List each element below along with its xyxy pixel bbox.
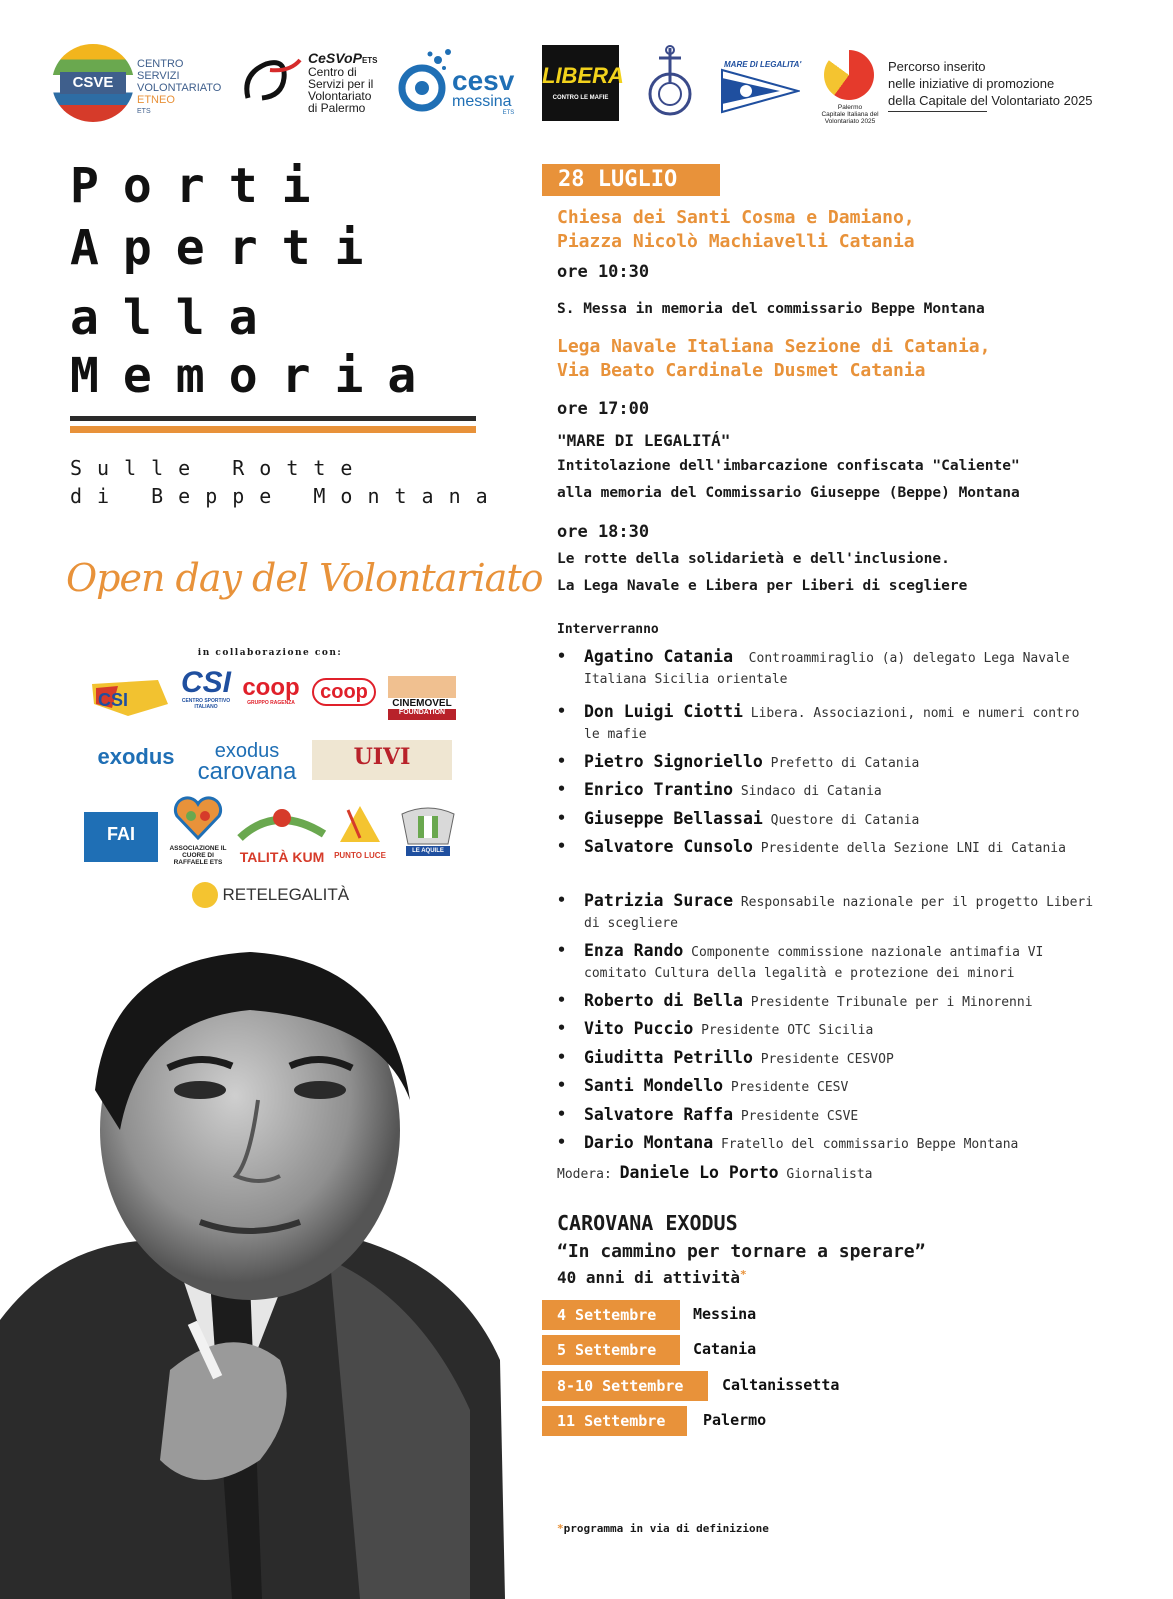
speaker-item: • Dario Montana Fratello del commissario Beppe Montana	[557, 1133, 1019, 1152]
subtitle-line-1: Sulle Rotte	[70, 456, 368, 480]
exodus-logo: exodus	[97, 744, 175, 769]
event-1-description: S. Messa in memoria del commissario Beppe Montana	[557, 301, 985, 317]
tour-city-4: Palermo	[703, 1411, 767, 1429]
cuore-di-raffaele-logo: ASSOCIAZIONE IL CUORE DI RAFFAELE ETS	[166, 796, 230, 866]
heart-icon	[173, 796, 223, 840]
speakers-label: Interverranno	[557, 622, 659, 637]
csve-logo-box: CSVE	[60, 72, 126, 94]
speaker-item: • Giuseppe Bellassai Questore di Catania	[557, 809, 920, 828]
capitale-volontariato-logo-text: Palermo Capitale Italiana del Volontariato 2025	[821, 104, 879, 125]
title-word-alla: alla	[70, 290, 282, 346]
speaker-item: • Vito Puccio Presidente OTC Sicilia	[557, 1019, 874, 1038]
speaker-item: • Agatino Catania Controammiraglio (a) delegato Lega Navale Italiana Sicilia orientale	[557, 647, 1070, 687]
csve-logo-text: CENTRO SERVIZI VOLONTARIATO ETNEO ETS	[137, 58, 222, 115]
event-date-tag: 28 LUGLIO	[542, 164, 720, 196]
rete-legalita-logo: RETELEGALITÀ	[192, 882, 362, 908]
title-word-aperti: Aperti	[70, 220, 388, 276]
speaker-item: • Salvatore Cunsolo Presidente della Sezione LNI di Catania	[557, 837, 1066, 856]
speaker-item: • Santi Mondello Presidente CESV	[557, 1076, 849, 1095]
coop-radenza-logo: coop GRUPPO RAGENZA	[242, 674, 300, 706]
event-2-line-1: Intitolazione dell'imbarcazione confiscata "Caliente"	[557, 458, 1020, 474]
subtitle-line-2: di Beppe Montana	[70, 484, 503, 508]
libera-logo: LIBERA CONTRO LE MAFIE	[542, 45, 619, 121]
open-day-tagline: Open day del Volontariato	[66, 556, 543, 600]
speaker-item: • Roberto di Bella Presidente Tribunale per i Minorenni	[557, 991, 1033, 1010]
lega-navale-anchor-icon	[645, 44, 695, 120]
footnote: *programma in via di definizione	[557, 1522, 769, 1535]
scales-icon	[192, 882, 218, 908]
cesvop-logo-text: CeSVoPETS Centro di Servizi per il Volontariato di Palermo	[308, 50, 378, 115]
tour-city-3: Caltanissetta	[722, 1376, 840, 1394]
tour-date-1: 4 Settembre	[542, 1300, 680, 1330]
speaker-item: • Enrico Trantino Sindaco di Catania	[557, 780, 882, 799]
fai-logo: FAI	[84, 812, 158, 862]
speaker-item: • Salvatore Raffa Presidente CSVE	[557, 1105, 859, 1124]
beppe-montana-portrait	[0, 940, 505, 1599]
event-3-line-1: Le rotte della solidarietà e dell'inclusione.	[557, 551, 950, 567]
event-3-line-2: La Lega Navale e Libera per Liberi di scegliere	[557, 578, 968, 594]
tour-city-2: Catania	[693, 1340, 757, 1358]
tour-date-2: 5 Settembre	[542, 1335, 680, 1365]
tour-city-1: Messina	[693, 1305, 757, 1323]
title-divider-orange	[70, 426, 476, 433]
speaker-item: • Pietro Signoriello Prefetto di Catania	[557, 752, 920, 771]
carovana-sub: 40 anni di attività*	[557, 1268, 747, 1287]
title-divider-black	[70, 416, 476, 421]
cesv-logo-mark	[398, 44, 458, 114]
title-word-memoria: Memoria	[70, 348, 441, 404]
time-1: ore 10:30	[557, 262, 650, 282]
coop-sicilia-logo: coop	[312, 678, 376, 706]
venue-2: Lega Navale Italiana Sezione di Catania, Via Beato Cardinale Dusmet Catania	[557, 336, 991, 381]
event-2-line-2: alla memoria del Commissario Giuseppe (Beppe) Montana	[557, 485, 1020, 501]
uivi-logo: UIVI	[312, 740, 452, 780]
moderator: Modera: Daniele Lo Porto Giornalista	[557, 1163, 873, 1182]
capitale-note-underline	[888, 111, 987, 112]
cesvop-logo-mark	[240, 52, 308, 108]
capitale-volontariato-logo	[824, 50, 874, 100]
tour-date-4: 11 Settembre	[542, 1406, 687, 1436]
svg-text:CSI: CSI	[98, 690, 129, 710]
venue-1: Chiesa dei Santi Cosma e Damiano, Piazza Nicolò Machiavelli Catania	[557, 207, 915, 252]
tour-date-3: 8-10 Settembre	[542, 1371, 708, 1401]
talita-kum-logo: TALITÀ KUM	[236, 804, 328, 865]
capitale-note: Percorso inserito nelle iniziative di promozione della Capitale del Volontariato 2025	[888, 59, 1093, 108]
collab-label: in collaborazione con:	[197, 648, 343, 658]
csve-logo	[52, 44, 134, 122]
title-word-porti: Porti	[70, 158, 335, 214]
carovana-title: CAROVANA EXODUS	[557, 1211, 738, 1235]
cesv-logo-text: cesv messina ETS	[452, 65, 515, 116]
speaker-item: • Enza Rando Componente commissione nazionale antimafia VI comitato Cultura della legalità e protezione dei minori	[557, 941, 1044, 981]
time-2: ore 17:00	[557, 399, 650, 419]
speaker-item: • Giuditta Petrillo Presidente CESVOP	[557, 1048, 894, 1067]
speaker-item: • Don Luigi Ciotti Libera. Associazioni, nomi e numeri contro le mafie	[557, 702, 1080, 742]
carovana-quote: “In cammino per tornare a sperare”	[557, 1241, 926, 1262]
time-3: ore 18:30	[557, 522, 650, 542]
csi-logo: CSI CENTRO SPORTIVO ITALIANO	[180, 666, 231, 710]
sicilia-logo	[88, 674, 170, 720]
exodus-carovana-logo: exodus carovana	[197, 740, 297, 785]
mare-di-legalita-label: MARE DI LEGALITA'	[724, 60, 802, 69]
cinemovel-logo: CINEMOVEL FOUNDATION	[388, 676, 456, 720]
speaker-item: • Patrizia Surace Responsabile nazionale per il progetto Liberi di scegliere	[557, 891, 1094, 931]
le-aquile-logo: LE AQUILE	[396, 800, 460, 862]
event-2-title: "MARE DI LEGALITÁ"	[557, 431, 731, 450]
punto-luce-logo: PUNTO LUCE	[334, 802, 386, 860]
